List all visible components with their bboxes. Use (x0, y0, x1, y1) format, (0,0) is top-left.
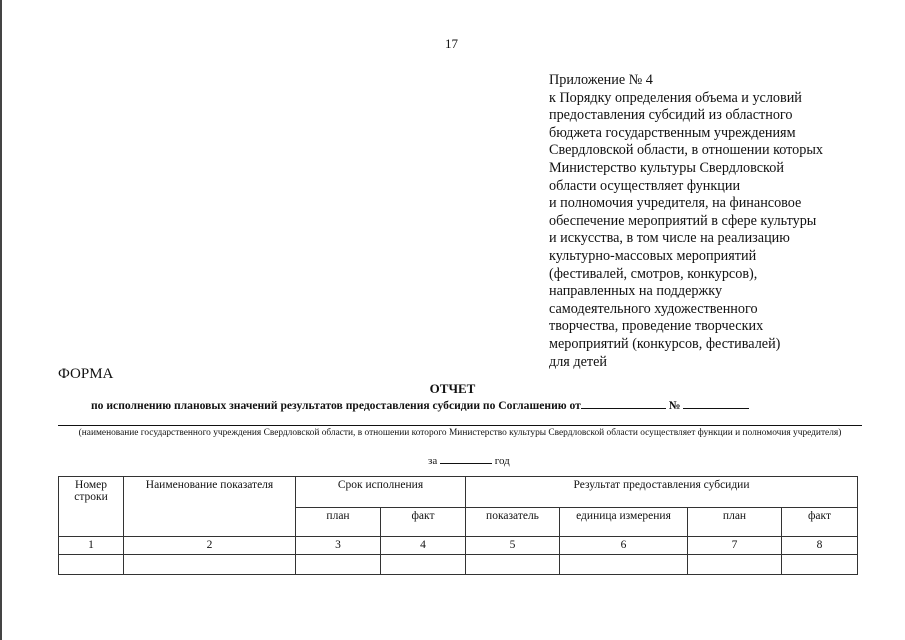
appendix-line: предоставления субсидий из областного (549, 107, 793, 124)
period-year-field[interactable] (440, 452, 492, 464)
agreement-number-field[interactable] (683, 397, 749, 409)
header-indicator-name: Наименование показателя (124, 477, 296, 537)
column-number: 8 (782, 537, 858, 555)
header-result-unit: единица измерения (560, 508, 688, 537)
report-title: ОТЧЕТ (429, 381, 476, 396)
appendix-line: для детей (549, 353, 607, 370)
table-cell[interactable] (296, 555, 381, 575)
appendix-line: Приложение № 4 (549, 72, 653, 88)
header-deadline: Срок исполнения (296, 477, 466, 508)
report-table (58, 476, 858, 575)
appendix-line: Свердловской области, в отношении которых (549, 142, 824, 159)
period-suffix: год (494, 455, 510, 467)
appendix-line: Министерство культуры Свердловской (549, 159, 784, 176)
appendix-line: обеспечение мероприятий в сфере культуры (549, 212, 817, 229)
table-cell[interactable] (782, 555, 858, 575)
appendix-line: направленных на поддержку (549, 283, 723, 300)
appendix-block (549, 72, 823, 371)
header-result-indicator: показатель (466, 508, 560, 537)
table-cell[interactable] (560, 555, 688, 575)
appendix-line: и искусства, в том числе на реализацию (549, 230, 790, 247)
table-row (59, 555, 858, 575)
column-number: 1 (59, 537, 124, 555)
table-cell[interactable] (466, 555, 560, 575)
page-edge (0, 0, 2, 640)
table-cell[interactable] (59, 555, 124, 575)
appendix-line: творчества, проведение творческих (549, 318, 764, 335)
header-deadline-plan: план (296, 508, 381, 537)
column-number: 6 (560, 537, 688, 555)
appendix-line: к Порядку определения объема и условий (549, 89, 802, 106)
appendix-line: и полномочия учредителя, на финансовое (549, 195, 802, 212)
header-result: Результат предоставления субсидии (466, 477, 858, 508)
page-number: 17 (445, 36, 458, 51)
column-number: 5 (466, 537, 560, 555)
header-result-plan: план (688, 508, 782, 537)
form-label: ФОРМА (58, 366, 114, 382)
appendix-line: области осуществляет функции (549, 177, 741, 194)
appendix-line: культурно-массовых мероприятий (549, 247, 757, 264)
column-number: 3 (296, 537, 381, 555)
report-period (428, 452, 510, 467)
appendix-line: (фестивалей, смотров, конкурсов), (549, 265, 758, 282)
table-cell[interactable] (688, 555, 782, 575)
column-number: 4 (381, 537, 466, 555)
report-subtitle (91, 397, 749, 412)
header-deadline-fact: факт (381, 508, 466, 537)
number-sign: № (668, 399, 681, 412)
column-number: 2 (124, 537, 296, 555)
agreement-date-field[interactable] (581, 397, 666, 409)
header-result-fact: факт (782, 508, 858, 537)
column-number: 7 (688, 537, 782, 555)
appendix-line: бюджета государственным учреждениям (549, 124, 796, 141)
column-number-row (59, 537, 858, 555)
header-row-number: Номер строки (59, 477, 124, 537)
table-cell[interactable] (124, 555, 296, 575)
table-cell[interactable] (381, 555, 466, 575)
table-header-row (59, 477, 858, 508)
organization-name-line[interactable] (58, 425, 862, 426)
appendix-line: самодеятельного художественного (549, 300, 758, 317)
appendix-line: мероприятий (конкурсов, фестивалей) (549, 335, 781, 352)
period-prefix: за (428, 455, 438, 467)
report-subtitle-text: по исполнению плановых значений результатов предоставления субсидии по Соглашению от (91, 399, 581, 412)
organization-caption: (наименование государственного учреждения Свердловской области, в отношении которого Министерство культуры Свердловской области осуществляет функции и полномочия учредителя) (78, 428, 842, 438)
